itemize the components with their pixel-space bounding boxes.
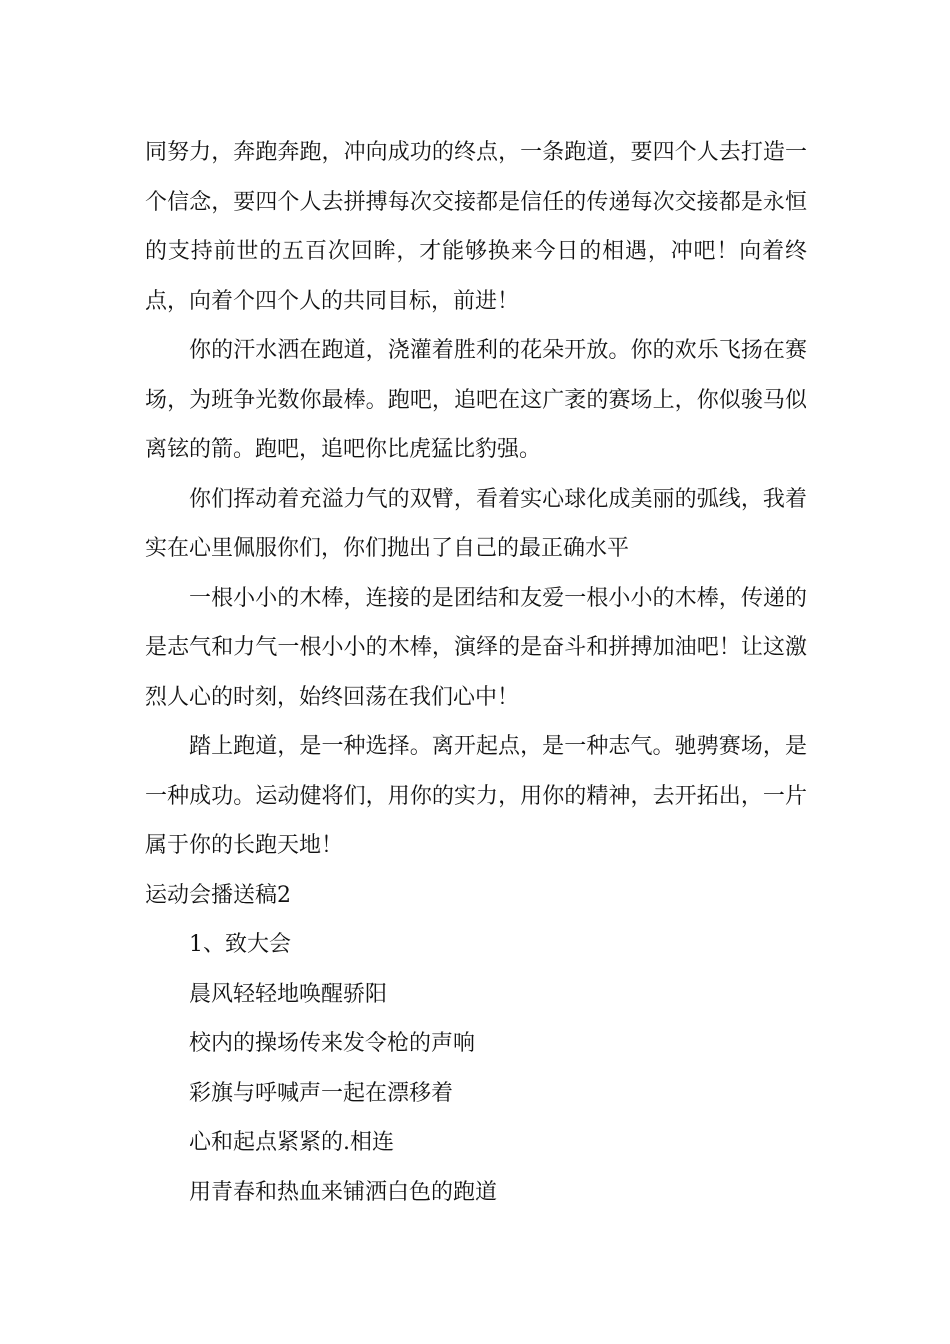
document-body <box>145 128 807 1217</box>
paragraph-long-run: 踏上跑道，是一种选择。离开起点，是一种志气。驰骋赛场，是一种成功。运动健将们，用你的实力，用你的精神，去开拓出，一片属于你的长跑天地！ <box>145 734 807 858</box>
paragraph-relay-continuation: 同努力，奔跑奔跑，冲向成功的终点，一条跑道，要四个人去打造一个信念，要四个人去拼搏每次交接都是信任的传递每次交接都是永恒的支持前世的五百次回眸，才能够换来今日的相遇，冲吧！向着终点，向着个四个人的共同目标，前进！ <box>145 140 807 314</box>
poem-line: 彩旗与呼喊声一起在漂移着 <box>189 1080 454 1106</box>
poem-line: 晨风轻轻地唤醒骄阳 <box>189 981 388 1007</box>
poem-line: 1、致大会 <box>189 932 291 957</box>
paragraph-sweat-on-track: 你的汗水洒在跑道，浇灌着胜利的花朵开放。你的欢乐飞扬在赛场，为班争光数你最棒。跑吧，追吧在这广袤的赛场上，你似骏马似离铉的箭。跑吧，追吧你比虎猛比豹强。 <box>145 338 807 462</box>
paragraph-shot-put: 你们挥动着充溢力气的双臂，看着实心球化成美丽的弧线，我着实在心里佩服你们，你们抛出了自己的最正确水平 <box>145 486 807 561</box>
section-heading: 运动会播送稿2 <box>145 882 291 908</box>
poem-line: 用青春和热血来铺洒白色的跑道 <box>189 1179 498 1205</box>
poem-line: 心和起点紧紧的.相连 <box>189 1130 394 1155</box>
paragraph-baton: 一根小小的木棒，连接的是团结和友爱一根小小的木棒，传递的是志气和力气一根小小的木棒，演绎的是奋斗和拼搏加油吧！让这激烈人心的时刻，始终回荡在我们心中！ <box>145 585 807 710</box>
poem-line: 校内的操场传来发令枪的声响 <box>189 1031 476 1056</box>
